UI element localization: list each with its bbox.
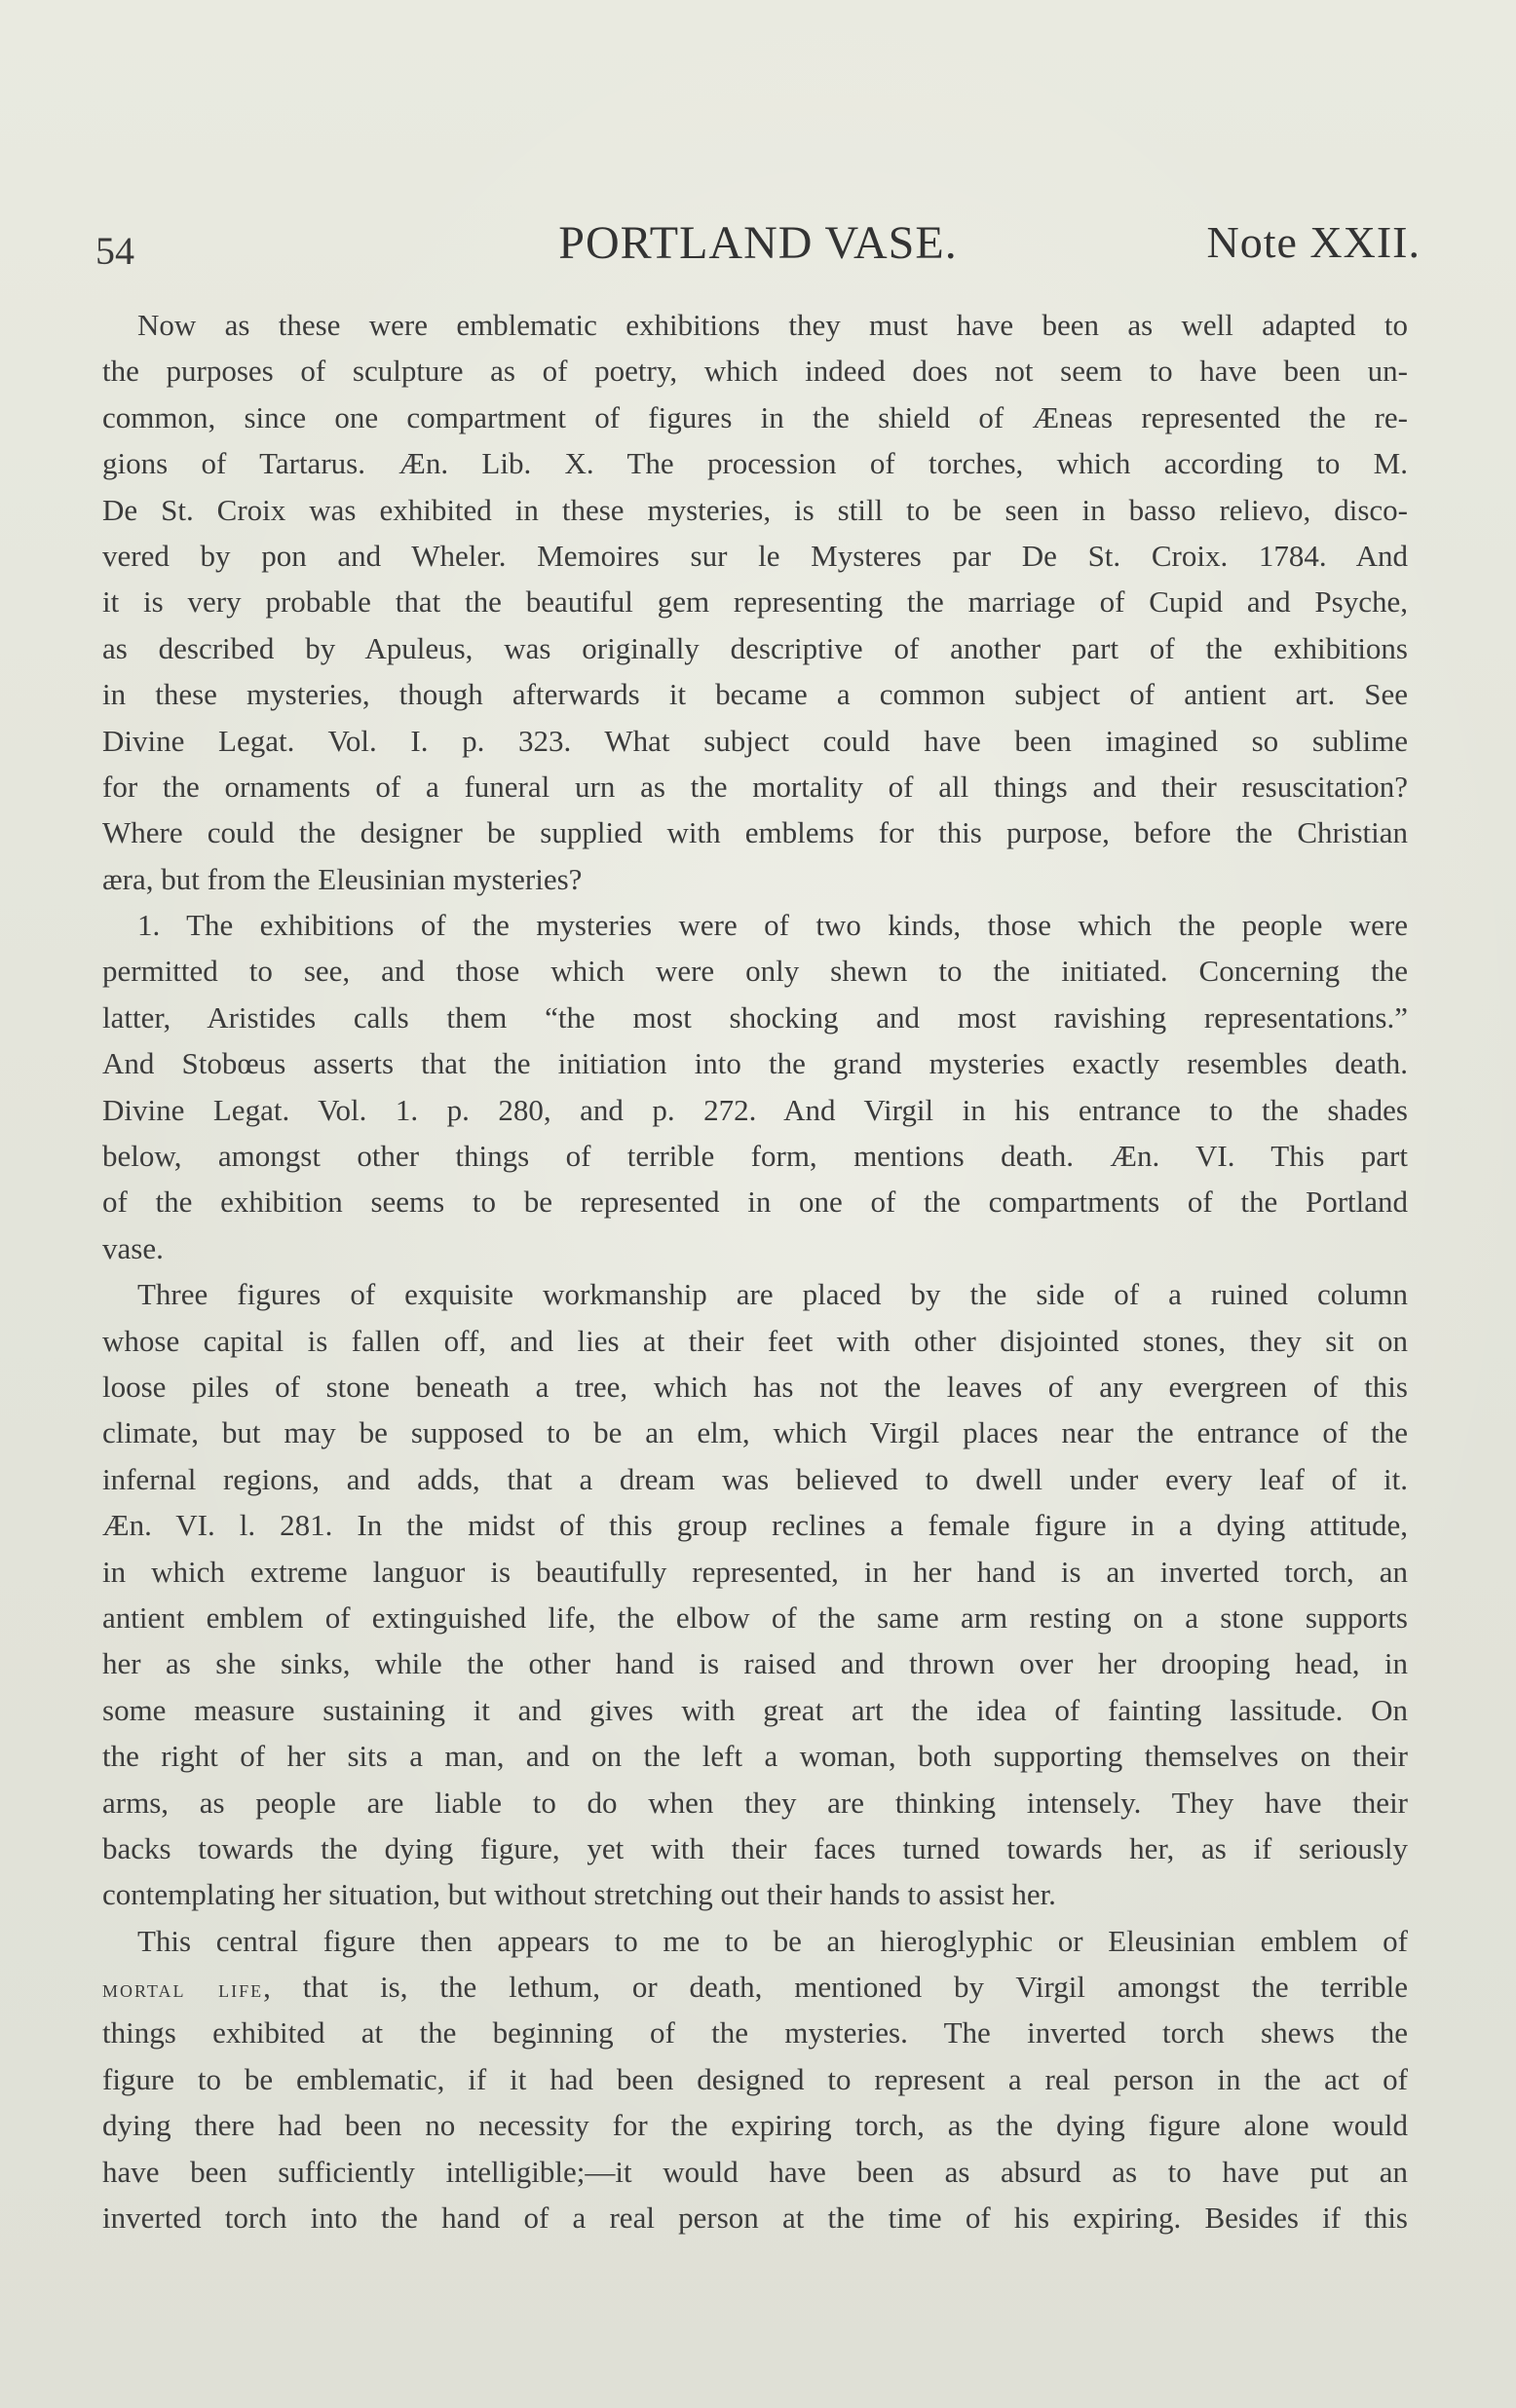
text-line: contemplating her situation, but without stretching out their hands to assist her. [102, 1877, 1056, 1912]
text-line: mortal life, that is, the lethum, or death, mentioned by Virgil amongst the terrible [102, 1970, 1408, 2005]
text-line: This central figure then appears to me to be an hieroglyphic or Eleusinian emblem of [137, 1923, 1408, 1958]
text-line: things exhibited at the beginning of the mysteries. The inverted torch shews the [102, 2015, 1408, 2051]
text-line: in these mysteries, though afterwards it became a common subject of antient art. See [102, 677, 1408, 712]
text-line: Where could the designer be supplied with emblems for this purpose, before the Christian [102, 815, 1408, 850]
text-line: inverted torch into the hand of a real person at the time of his expiring. Besides if this [102, 2201, 1408, 2236]
text-line: some measure sustaining it and gives with great art the idea of fainting lassitude. On [102, 1692, 1408, 1727]
text-line: De St. Croix was exhibited in these mysteries, is still to be seen in basso relievo, disco- [102, 492, 1408, 527]
text-line: her as she sinks, while the other hand is raised and thrown over her drooping head, in [102, 1646, 1408, 1681]
text-line: backs towards the dying figure, yet with their faces turned towards her, as if seriously [102, 1830, 1408, 1865]
text-line: below, amongst other things of terrible form, mentions death. Æn. VI. This part [102, 1139, 1408, 1174]
text-line: common, since one compartment of figures in the shield of Æneas represented the re- [102, 399, 1408, 434]
text-line: Now as these were emblematic exhibitions they must have been as well adapted to [137, 308, 1408, 342]
text-line: antient emblem of extinguished life, the elbow of the same arm resting on a stone supports [102, 1599, 1408, 1635]
text-line: in which extreme languor is beautifully represented, in her hand is an inverted torch, an [102, 1554, 1408, 1589]
text-line: loose piles of stone beneath a tree, which has not the leaves of any evergreen of this [102, 1369, 1408, 1404]
text-line: And Stobœus asserts that the initiation into the grand mysteries exactly resembles death. [102, 1046, 1408, 1081]
page-header [95, 216, 1421, 284]
note-label: Note XXII. [1206, 217, 1421, 267]
text-line: gions of Tartarus. Æn. Lib. X. The procession of torches, which according to M. [102, 446, 1408, 481]
smallcaps-phrase: mortal life [102, 1975, 264, 2004]
text-line: dying there had been no necessity for the expiring torch, as the dying figure alone would [102, 2108, 1408, 2143]
text-line: 1. The exhibitions of the mysteries were of two kinds, those which the people were [137, 908, 1408, 943]
text-line: Divine Legat. Vol. 1. p. 280, and p. 272. And Virgil in his entrance to the shades [102, 1092, 1408, 1127]
text-line: climate, but may be supposed to be an elm, which Virgil places near the entrance of the [102, 1415, 1408, 1450]
text-line: have been sufficiently intelligible;—it would have been as absurd as to have put an [102, 2154, 1408, 2189]
text-line: æra, but from the Eleusinian mysteries? [102, 861, 583, 896]
text-line: permitted to see, and those which were only shewn to the initiated. Concerning the [102, 954, 1408, 989]
text-line: the right of her sits a man, and on the left a woman, both supporting themselves on their [102, 1739, 1408, 1774]
text-line: infernal regions, and adds, that a dream was believed to dwell under every leaf of it. [102, 1461, 1408, 1496]
text-line: arms, as people are liable to do when they are thinking intensely. They have their [102, 1785, 1408, 1820]
text-line: vered by pon and Wheler. Memoires sur le Mysteres par De St. Croix. 1784. And [102, 538, 1408, 573]
body-text [102, 302, 1408, 2240]
text-line: whose capital is fallen off, and lies at their feet with other disjointed stones, they sit on [102, 1323, 1408, 1358]
text-line: the purposes of sculpture as of poetry, which indeed does not seem to have been un- [102, 354, 1408, 389]
text-line: it is very probable that the beautiful gem representing the marriage of Cupid and Psyche, [102, 584, 1408, 620]
text-line: for the ornaments of a funeral urn as the mortality of all things and their resuscitation? [102, 769, 1408, 804]
text-line: vase. [102, 1230, 164, 1265]
text-line: latter, Aristides calls them “the most shocking and most ravishing representations.” [102, 999, 1408, 1035]
page-number: 54 [95, 229, 134, 273]
text-line: as described by Apuleus, was originally descriptive of another part of the exhibitions [102, 630, 1408, 665]
text-line: Divine Legat. Vol. I. p. 323. What subject could have been imagined so sublime [102, 723, 1408, 758]
text-line: figure to be emblematic, if it had been designed to represent a real person in the act of [102, 2061, 1408, 2096]
running-title: PORTLAND VASE. [558, 217, 958, 269]
text-line: Three figures of exquisite workmanship are placed by the side of a ruined column [137, 1277, 1408, 1312]
text-line: Æn. VI. l. 281. In the midst of this group reclines a female figure in a dying attitude, [102, 1508, 1408, 1543]
text-line: of the exhibition seems to be represented in one of the compartments of the Portland [102, 1185, 1408, 1220]
